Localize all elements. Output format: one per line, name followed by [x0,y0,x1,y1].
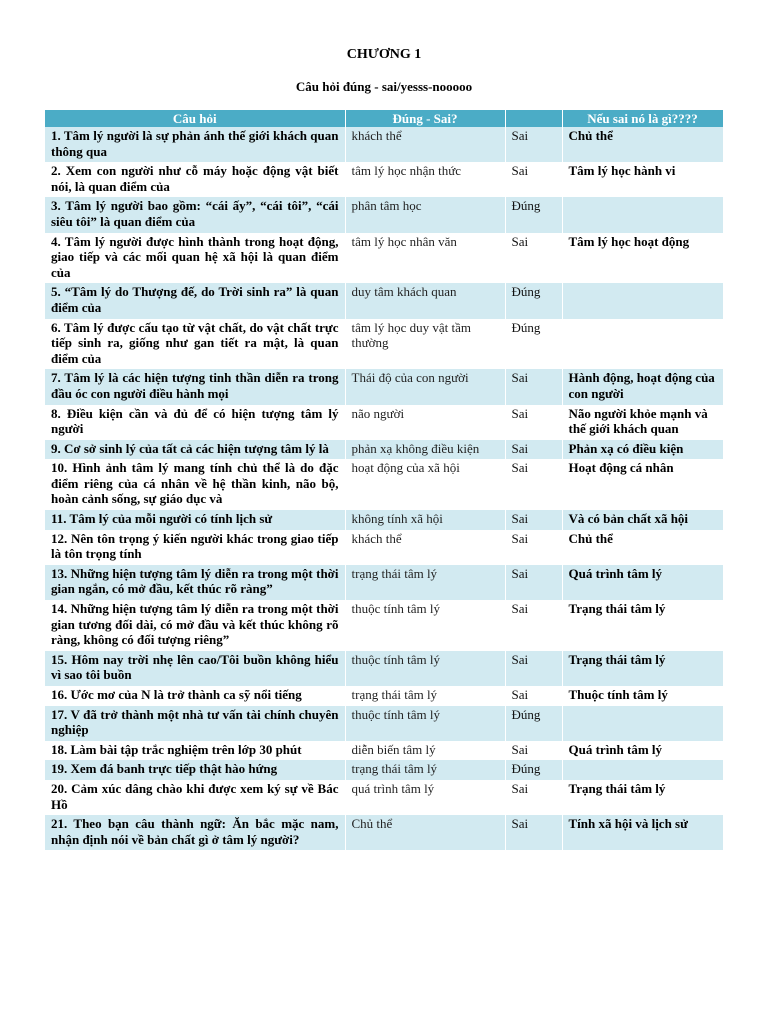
correction-cell: Phản xạ có điều kiện [562,440,723,460]
question-cell: 11. Tâm lý của mỗi người có tính lịch sử [45,510,345,530]
answer-cell: khách thể [345,530,505,565]
correction-cell: Chủ thể [562,530,723,565]
answer-cell: phản xạ không điều kiện [345,440,505,460]
question-cell: 18. Làm bài tập trắc nghiệm trên lớp 30 phút [45,741,345,761]
question-cell: 19. Xem đá banh trực tiếp thật hào hứng [45,760,345,780]
table-row [45,369,723,404]
correction-cell: Trạng thái tâm lý [562,600,723,651]
correction-cell: Hành động, hoạt động của con người [562,369,723,404]
verdict-cell: Sai [505,233,562,284]
table-row [45,197,723,232]
correction-cell: Quá trình tâm lý [562,565,723,600]
verdict-cell: Sai [505,405,562,440]
correction-cell: Chủ thể [562,127,723,162]
verdict-cell: Sai [505,510,562,530]
header-correction: Nếu sai nó là gì???? [562,110,723,127]
correction-cell: Tâm lý học hoạt động [562,233,723,284]
question-cell: 13. Những hiện tượng tâm lý diễn ra trong một thời gian ngắn, có mở đầu, kết thúc rõ ràng” [45,565,345,600]
verdict-cell: Sai [505,565,562,600]
verdict-cell: Sai [505,459,562,510]
question-cell: 1. Tâm lý người là sự phản ánh thế giới khách quan thông qua [45,127,345,162]
table-row [45,600,723,651]
correction-cell: Trạng thái tâm lý [562,651,723,686]
table-row [45,741,723,761]
table-row [45,440,723,460]
verdict-cell: Sai [505,440,562,460]
verdict-cell: Sai [505,686,562,706]
table-row [45,706,723,741]
correction-cell: Tính xã hội và lịch sử [562,815,723,850]
correction-cell [562,197,723,232]
table-row [45,760,723,780]
correction-cell [562,760,723,780]
correction-cell: Quá trình tâm lý [562,741,723,761]
table-row [45,651,723,686]
verdict-cell: Đúng [505,319,562,370]
header-question: Câu hỏi [45,110,345,127]
answer-cell: quá trình tâm lý [345,780,505,815]
correction-cell: Hoạt động cá nhân [562,459,723,510]
question-cell: 16. Ước mơ của N là trở thành ca sỹ nổi tiếng [45,686,345,706]
verdict-cell: Sai [505,369,562,404]
document-subtitle: Câu hỏi đúng - sai/yesss-nooooo [295,79,473,94]
question-cell: 12. Nên tôn trọng ý kiến người khác trong giao tiếp là tôn trọng tính [45,530,345,565]
correction-cell: Thuộc tính tâm lý [562,686,723,706]
table-row [45,780,723,815]
table-row [45,233,723,284]
verdict-cell: Sai [505,780,562,815]
question-cell: 14. Những hiện tượng tâm lý diễn ra trong một thời gian tương đối dài, có mở đầu và kết thúc không rõ ràng, không có đối tượng riêng” [45,600,345,651]
correction-cell: Não người khỏe mạnh và thế giới khách quan [562,405,723,440]
header-answer: Đúng - Sai? [345,110,505,127]
question-cell: 9. Cơ sở sinh lý của tất cả các hiện tượng tâm lý là [45,440,345,460]
answer-cell: thuộc tính tâm lý [345,600,505,651]
question-cell: 4. Tâm lý người được hình thành trong hoạt động, giao tiếp và các mối quan hệ xã hội là quan điểm của [45,233,345,284]
answer-cell: trạng thái tâm lý [345,760,505,780]
answer-cell: diễn biến tâm lý [345,741,505,761]
correction-cell [562,283,723,318]
table-row [45,162,723,197]
question-cell: 21. Theo bạn câu thành ngữ: Ăn bắc mặc nam, nhận định nói về bản chất gì ở tâm lý người? [45,815,345,850]
question-cell: 8. Điều kiện cần và đủ để có hiện tượng tâm lý người [45,405,345,440]
chapter-title: CHƯƠNG 1 [346,47,422,62]
answer-cell: tâm lý học duy vật tầm thường [345,319,505,370]
answer-cell: Chủ thể [345,815,505,850]
question-cell: 17. V đã trở thành một nhà tư vấn tài chính chuyên nghiệp [45,706,345,741]
question-cell: 2. Xem con người như cỗ máy hoặc động vật biết nói, là quan điểm của [45,162,345,197]
verdict-cell: Sai [505,162,562,197]
answer-cell: thuộc tính tâm lý [345,706,505,741]
question-cell: 7. Tâm lý là các hiện tượng tinh thần diễn ra trong đầu óc con người điều hành mọi [45,369,345,404]
header-verdict [505,110,562,127]
table-row [45,686,723,706]
answer-cell: phân tâm học [345,197,505,232]
table-row [45,405,723,440]
verdict-cell: Đúng [505,760,562,780]
answer-cell: tâm lý học nhận thức [345,162,505,197]
table-row [45,510,723,530]
table-header-row [45,110,723,127]
table-row [45,815,723,850]
answer-cell: hoạt động của xã hội [345,459,505,510]
correction-cell [562,706,723,741]
answer-cell: duy tâm khách quan [345,283,505,318]
question-cell: 20. Cảm xúc dâng chào khi được xem ký sự về Bác Hồ [45,780,345,815]
answer-cell: khách thể [345,127,505,162]
verdict-cell: Đúng [505,197,562,232]
table-row [45,565,723,600]
table-row [45,530,723,565]
question-cell: 10. Hình ảnh tâm lý mang tính chủ thể là do đặc điểm riêng của cá nhân về hệ thần kinh, não bộ, hoàn cảnh sống, sự giáo dục và [45,459,345,510]
correction-cell: Và có bản chất xã hội [562,510,723,530]
table-row [45,459,723,510]
answer-cell: thuộc tính tâm lý [345,651,505,686]
verdict-cell: Sai [505,127,562,162]
table-row [45,319,723,370]
question-cell: 5. “Tâm lý do Thượng đế, do Trời sinh ra” là quan điểm của [45,283,345,318]
answer-cell: không tính xã hội [345,510,505,530]
answer-cell: tâm lý học nhân văn [345,233,505,284]
answer-cell: trạng thái tâm lý [345,686,505,706]
correction-cell [562,319,723,370]
correction-cell: Trạng thái tâm lý [562,780,723,815]
answer-cell: trạng thái tâm lý [345,565,505,600]
question-cell: 3. Tâm lý người bao gồm: “cái ấy”, “cái tôi”, “cái siêu tôi” là quan điểm của [45,197,345,232]
verdict-cell: Đúng [505,283,562,318]
table-row [45,127,723,162]
correction-cell: Tâm lý học hành vi [562,162,723,197]
table-row [45,283,723,318]
verdict-cell: Sai [505,651,562,686]
question-cell: 15. Hôm nay trời nhẹ lên cao/Tôi buồn không hiểu vì sao tôi buồn [45,651,345,686]
verdict-cell: Sai [505,530,562,565]
quiz-table [45,110,724,850]
verdict-cell: Đúng [505,706,562,741]
verdict-cell: Sai [505,741,562,761]
question-cell: 6. Tâm lý được cấu tạo từ vật chất, do vật chất trực tiếp sinh ra, giống như gan tiết ra mật, là quan điểm của [45,319,345,370]
verdict-cell: Sai [505,600,562,651]
answer-cell: Thái độ của con người [345,369,505,404]
answer-cell: não người [345,405,505,440]
verdict-cell: Sai [505,815,562,850]
